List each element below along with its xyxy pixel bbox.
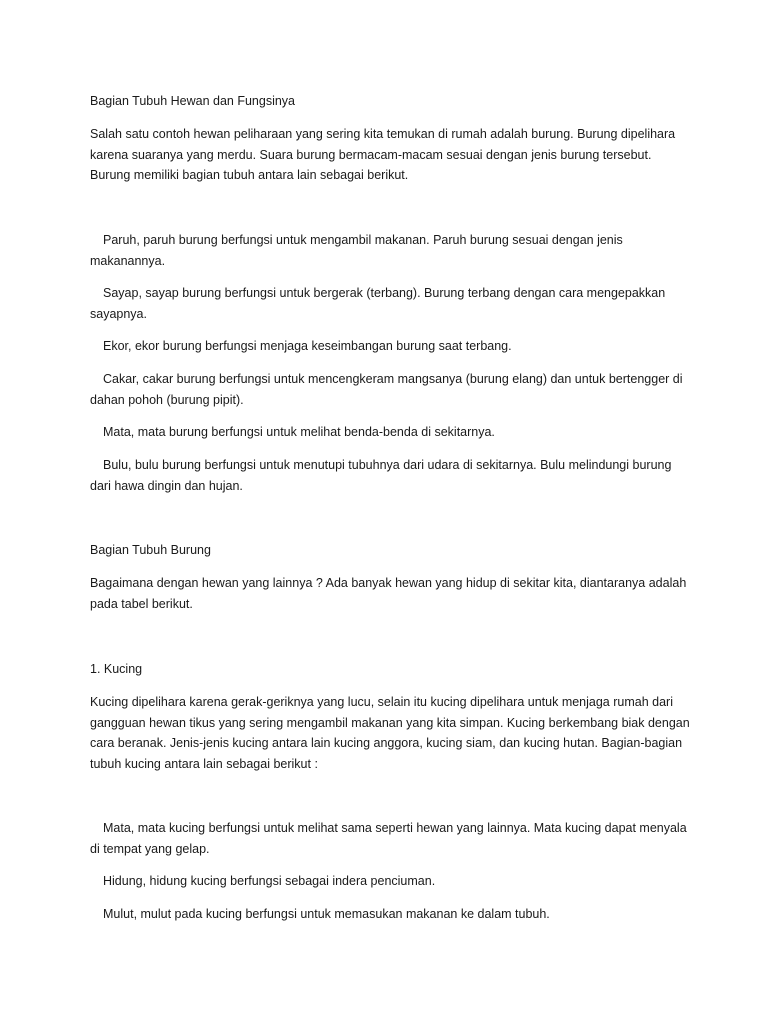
intro-paragraph: Salah satu contoh hewan peliharaan yang sering kita temukan di rumah adalah burung. Burung dipelihara karena suaranya yang merdu. Suara burung bermacam-macam sesuai dengan jenis burung tersebut. Burung memiliki bagian tubuh antara lain sebagai berikut. bbox=[90, 127, 676, 182]
transition-paragraph: Bagaimana dengan hewan yang lainnya ? Ada banyak hewan yang hidup di sekitar kita, diantaranya adalah pada tabel berikut. bbox=[90, 576, 687, 611]
bird-part-eye: Mata, mata burung berfungsi untuk melihat benda-benda di sekitarnya. bbox=[103, 425, 495, 439]
cat-intro-paragraph: Kucing dipelihara karena gerak-geriknya yang lucu, selain itu kucing dipelihara untuk menjaga rumah dari gangguan hewan tikus yang sering mengambil makanan yang kita simpan. Kucing berkembang biak dengan cara beranak. Jenis-jenis kucing antara lain kucing anggora, kucing siam, dan kucing hutan. Bagian-bagian tubuh kucing antara lain sebagai berikut : bbox=[90, 695, 690, 771]
subheading-bird-body: Bagian Tubuh Burung bbox=[90, 543, 211, 557]
bird-part-wing: Sayap, sayap burung berfungsi untuk bergerak (terbang). Burung terbang dengan cara mengepakkan sayapnya. bbox=[90, 286, 666, 321]
bird-part-feather: Bulu, bulu burung berfungsi untuk menutupi tubuhnya dari udara di sekitarnya. Bulu melindungi burung dari hawa dingin dan hujan. bbox=[90, 458, 672, 493]
section-cat-heading: 1. Kucing bbox=[90, 662, 143, 676]
cat-part-eye: Mata, mata kucing berfungsi untuk melihat sama seperti hewan yang lainnya. Mata kucing dapat menyala di tempat yang gelap. bbox=[90, 821, 687, 856]
cat-part-nose: Hidung, hidung kucing berfungsi sebagai indera penciuman. bbox=[103, 874, 436, 888]
document-title: Bagian Tubuh Hewan dan Fungsinya bbox=[90, 94, 296, 108]
bird-part-claw: Cakar, cakar burung berfungsi untuk mencengkeram mangsanya (burung elang) dan untuk bertengger di dahan pohoh (burung pipit). bbox=[90, 372, 683, 407]
cat-part-mouth: Mulut, mulut pada kucing berfungsi untuk memasukan makanan ke dalam tubuh. bbox=[103, 907, 550, 921]
bird-part-tail: Ekor, ekor burung berfungsi menjaga keseimbangan burung saat terbang. bbox=[103, 339, 512, 353]
bird-part-beak: Paruh, paruh burung berfungsi untuk mengambil makanan. Paruh burung sesuai dengan jenis makanannya. bbox=[90, 233, 623, 268]
